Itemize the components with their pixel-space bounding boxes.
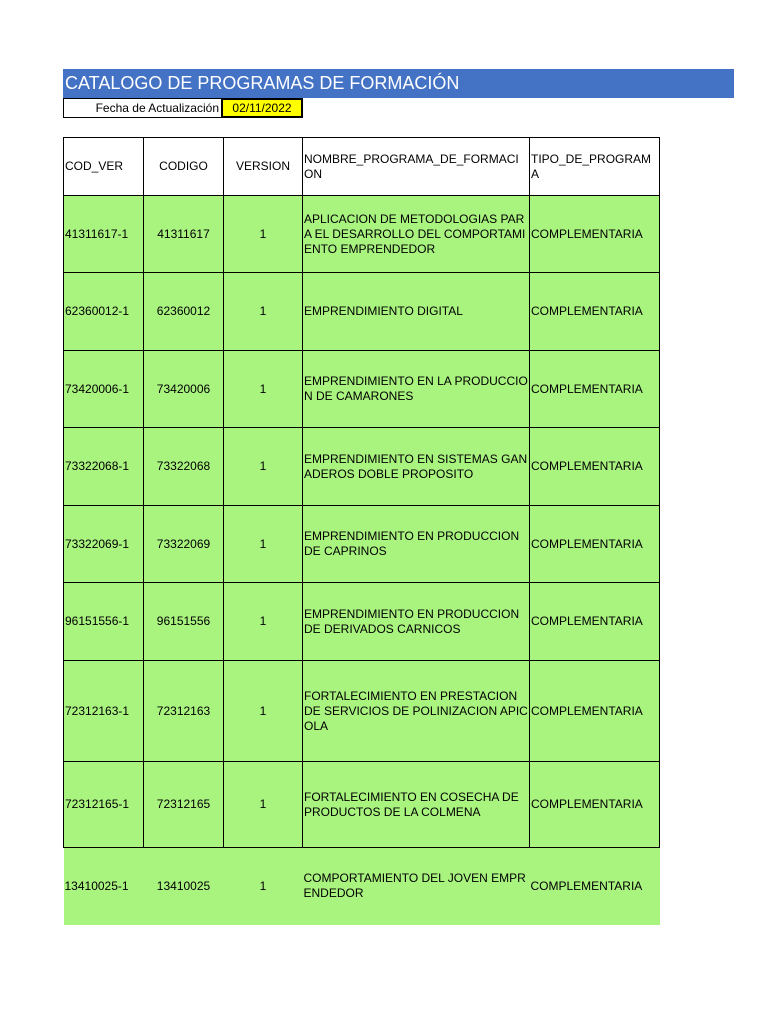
cell-version: 1 (224, 848, 303, 925)
cell-codigo: 41311617 (144, 196, 224, 273)
table-row (64, 351, 660, 428)
cell-nombre: FORTALECIMIENTO EN COSECHA DE PRODUCTOS DE LA COLMENA (303, 762, 530, 848)
cell-cod-ver: 73420006-1 (64, 351, 144, 428)
cell-cod-ver: 72312163-1 (64, 661, 144, 762)
table-row (64, 506, 660, 583)
cell-version: 1 (224, 428, 303, 506)
cell-tipo: COMPLEMENTARIA (530, 848, 660, 925)
cell-version: 1 (224, 351, 303, 428)
table-row (64, 196, 660, 273)
cell-nombre: FORTALECIMIENTO EN PRESTACION DE SERVICIOS DE POLINIZACION APICOLA (303, 661, 530, 762)
page-title: CATALOGO DE PROGRAMAS DE FORMACIÓN (63, 69, 734, 98)
cell-version: 1 (224, 196, 303, 273)
column-header-tipo: TIPO_DE_PROGRAMA (530, 138, 660, 196)
cell-codigo: 72312165 (144, 762, 224, 848)
cell-cod-ver: 41311617-1 (64, 196, 144, 273)
table-body (64, 196, 660, 925)
cell-tipo: COMPLEMENTARIA (530, 506, 660, 583)
cell-tipo: COMPLEMENTARIA (530, 428, 660, 506)
column-header-codigo: CODIGO (144, 138, 224, 196)
cell-cod-ver: 13410025-1 (64, 848, 144, 925)
cell-nombre: EMPRENDIMIENTO EN SISTEMAS GANADEROS DOBLE PROPOSITO (303, 428, 530, 506)
cell-version: 1 (224, 273, 303, 351)
cell-version: 1 (224, 583, 303, 661)
update-date-row (63, 98, 303, 118)
cell-cod-ver: 62360012-1 (64, 273, 144, 351)
update-date-label: Fecha de Actualización (63, 98, 222, 118)
table-header-row (64, 138, 660, 196)
column-header-cod-ver: COD_VER (64, 138, 144, 196)
table-row (64, 661, 660, 762)
cell-cod-ver: 73322069-1 (64, 506, 144, 583)
programs-table (63, 137, 660, 925)
table-row (64, 273, 660, 351)
cell-tipo: COMPLEMENTARIA (530, 351, 660, 428)
update-date-value: 02/11/2022 (222, 98, 303, 118)
cell-nombre: EMPRENDIMIENTO DIGITAL (303, 273, 530, 351)
table-row (64, 583, 660, 661)
cell-codigo: 96151556 (144, 583, 224, 661)
table-row (64, 848, 660, 925)
cell-tipo: COMPLEMENTARIA (530, 196, 660, 273)
cell-codigo: 73420006 (144, 351, 224, 428)
cell-cod-ver: 73322068-1 (64, 428, 144, 506)
cell-version: 1 (224, 762, 303, 848)
cell-nombre: COMPORTAMIENTO DEL JOVEN EMPRENDEDOR (303, 848, 530, 925)
cell-codigo: 73322069 (144, 506, 224, 583)
cell-tipo: COMPLEMENTARIA (530, 661, 660, 762)
column-header-version: VERSION (224, 138, 303, 196)
cell-version: 1 (224, 506, 303, 583)
cell-nombre: EMPRENDIMIENTO EN PRODUCCION DE CAPRINOS (303, 506, 530, 583)
cell-cod-ver: 96151556-1 (64, 583, 144, 661)
table-row (64, 762, 660, 848)
cell-codigo: 73322068 (144, 428, 224, 506)
cell-nombre: EMPRENDIMIENTO EN LA PRODUCCION DE CAMARONES (303, 351, 530, 428)
cell-codigo: 13410025 (144, 848, 224, 925)
cell-tipo: COMPLEMENTARIA (530, 273, 660, 351)
cell-nombre: EMPRENDIMIENTO EN PRODUCCION DE DERIVADOS CARNICOS (303, 583, 530, 661)
cell-nombre: APLICACION DE METODOLOGIAS PARA EL DESARROLLO DEL COMPORTAMIENTO EMPRENDEDOR (303, 196, 530, 273)
cell-version: 1 (224, 661, 303, 762)
cell-codigo: 62360012 (144, 273, 224, 351)
cell-codigo: 72312163 (144, 661, 224, 762)
cell-tipo: COMPLEMENTARIA (530, 762, 660, 848)
column-header-nombre: NOMBRE_PROGRAMA_DE_FORMACION (303, 138, 530, 196)
cell-cod-ver: 72312165-1 (64, 762, 144, 848)
cell-tipo: COMPLEMENTARIA (530, 583, 660, 661)
table-row (64, 428, 660, 506)
